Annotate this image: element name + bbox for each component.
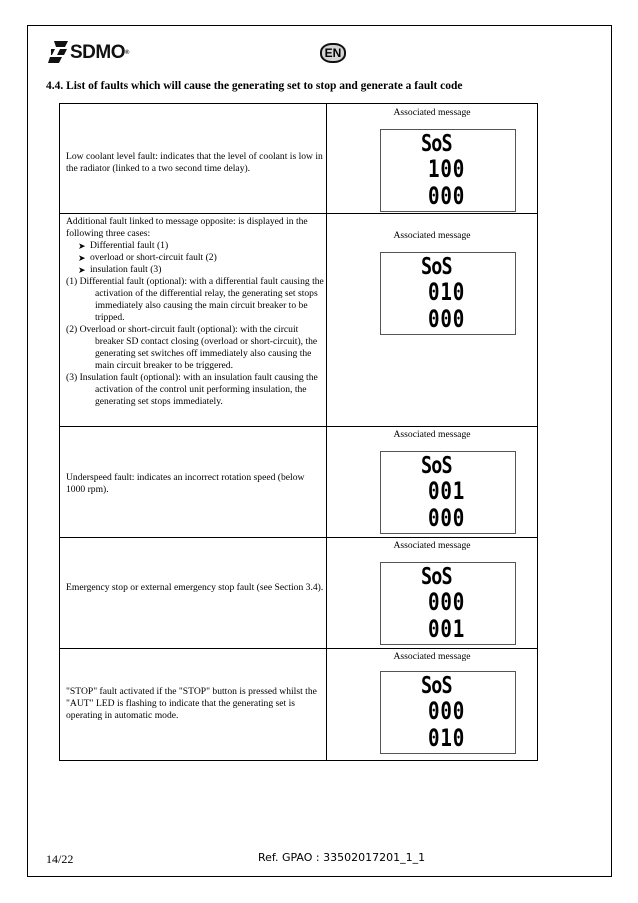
display-line-3: 000 [428,182,466,210]
message-cell [327,104,537,213]
lcd-display [380,129,516,212]
list-item: ➤ overload or short-circuit fault (2) [78,252,217,263]
display-line-3: 000 [428,504,466,532]
description-intro: Additional fault linked to message opposite: is displayed in the following three cases: [66,216,308,239]
message-label: Associated message [393,107,471,118]
description-cell [60,214,327,426]
fault-description: Emergency stop or external emergency stop fault (see Section 3.4). [66,582,324,593]
message-cell [327,427,537,537]
list-item: ➤ insulation fault (3) [78,264,162,275]
arrow-bullet-icon: ➤ [78,241,86,251]
message-cell [327,214,537,426]
fault-case-list [66,240,324,276]
display-line-1: SoS [421,254,452,280]
sdmo-logo-icon [48,39,70,65]
note-item: (2) Overload or short-circuit fault (optional): with the circuit breaker SD contact closing (overload or short-circuit), the generating set switches off immediately also causing the main circuit breaker to be triggered. [66,324,318,371]
lcd-display [380,562,516,645]
display-line-2: 000 [428,588,466,616]
document-reference: Ref. GPAO : 33502017201_1_1 [258,851,426,864]
arrow-bullet-icon: ➤ [78,253,86,263]
message-cell [327,538,537,648]
page-number: 14/22 [46,852,74,866]
section-title: 4.4. List of faults which will cause the generating set to stop and generate a fault code [46,80,463,92]
fault-description: "STOP" fault activated if the "STOP" button is pressed whilst the "AUT" LED is flashing to indicate that the generating set is operating in automatic mode. [66,686,317,721]
fault-table [59,103,538,761]
fault-description: Low coolant level fault: indicates that the level of coolant is low in the radiator (linked to a two second time delay). [66,151,323,174]
fault-description [66,216,324,408]
display-line-1: SoS [421,453,452,479]
fault-row-stop-button [60,649,537,760]
fault-row-underspeed [60,427,537,538]
message-label: Associated message [393,540,471,551]
list-item: ➤ Differential fault (1) [78,240,169,251]
message-cell [327,649,537,760]
display-line-3: 010 [428,724,466,752]
note-item: (1) Differential fault (optional): with a differential fault causing the activation of the differential relay, the generating set stops immediately also causing the main circuit breaker to be tripped. [66,276,324,323]
logo-text: SDMO® [70,42,129,63]
display-line-1: SoS [421,673,452,699]
display-line-2: 010 [428,278,466,306]
message-label: Associated message [393,429,471,440]
sdmo-logo [48,39,132,67]
display-line-3: 000 [428,305,466,333]
display-line-2: 000 [428,697,466,725]
fault-description: Underspeed fault: indicates an incorrect rotation speed (below 1000 rpm). [66,472,305,495]
description-cell [60,538,327,648]
display-line-1: SoS [421,131,452,157]
arrow-bullet-icon: ➤ [78,265,86,275]
description-cell [60,427,327,537]
message-label: Associated message [393,230,471,241]
language-badge: EN [320,43,346,63]
fault-row-additional [60,214,537,427]
description-cell [60,104,327,213]
description-cell [60,649,327,760]
display-line-3: 001 [428,615,466,643]
message-label: Associated message [393,651,471,662]
lcd-display [380,671,516,754]
display-line-2: 001 [428,477,466,505]
lcd-display [380,252,516,335]
display-line-1: SoS [421,564,452,590]
lcd-display [380,451,516,534]
display-line-2: 100 [428,155,466,183]
note-item: (3) Insulation fault (optional): with an insulation fault causing the activation of the control unit performing insulation, the generating set stops immediately. [66,372,318,407]
fault-row-emergency-stop [60,538,537,649]
fault-row-low-coolant [60,104,537,214]
